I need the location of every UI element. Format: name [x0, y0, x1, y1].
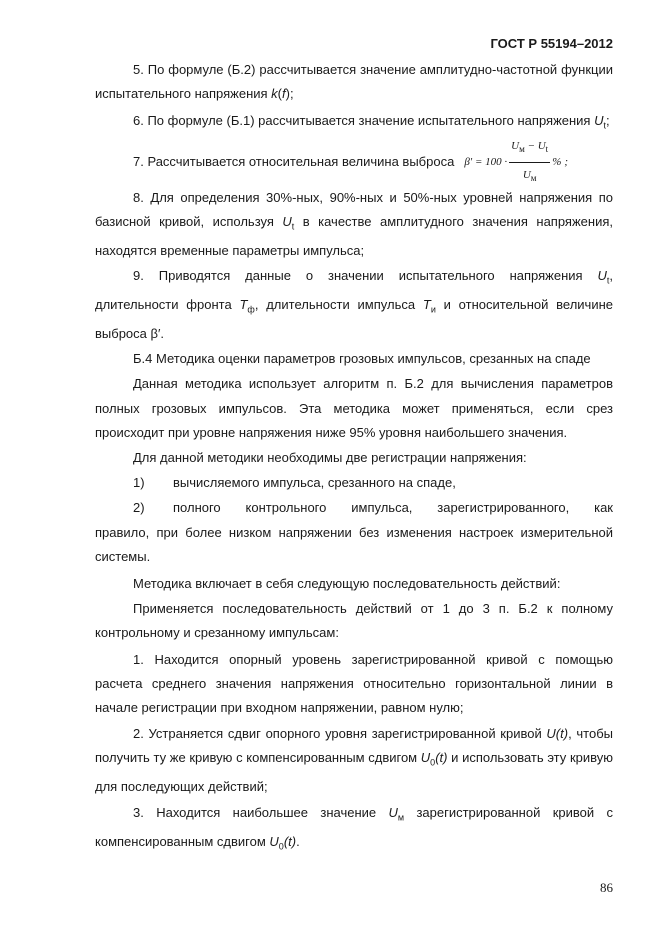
document-header: ГОСТ Р 55194–2012	[490, 36, 613, 51]
page-number: 86	[600, 880, 613, 895]
list-item-2: 2) полного контрольного импульса, зарегистрированного, как	[133, 500, 613, 516]
section-b4-heading: Б.4 Методика оценки параметров грозовых импульсов, срезанных на спаде	[133, 351, 591, 367]
paragraph-8: 8. Для определения 30%-ных, 90%-ных и 50%-ных уровней напряжения по базисной кривой, используя $U_t$ в качестве амплитудного значения напряжения, находятся временные параметры импульса;	[95, 190, 613, 259]
method-paragraph-1: Данная методика использует алгоритм п. Б.2 для вычисления параметров полных грозовых импульсов. Эта методика может применяться, если срез происходит при уровне напряжения ниже 95% уровня наибольшего значения.	[95, 376, 613, 440]
step-2: 2. Устраняется сдвиг опорного уровня зарегистрированной кривой U(t), чтобы получить ту же кривую с компенсированным сдвигом $U_0(t)$ и использовать эту кривую для последующих действий;	[95, 726, 613, 795]
method-paragraph-4: Применяется последовательность действий от 1 до 3 п. Б.2 к полному контрольному и срезанному импульсам:	[95, 601, 613, 641]
method-paragraph-2: Для данной методики необходимы две регистрации напряжения:	[133, 450, 527, 466]
step-1: 1. Находится опорный уровень зарегистрированной кривой с помощью расчета среднего значения напряжения относительно горизонтальной линии в начале регистрации при входном напряжении, равном нулю;	[95, 651, 613, 716]
step-3: 3. Находится наибольшее значение $U_м$ зарегистрированной кривой с компенсированным сдвигом $U_0(t)$.	[95, 805, 614, 852]
paragraph-6: 6. По формуле (Б.1) рассчитывается значение испытательного напряжения $U_t$;	[133, 113, 610, 131]
paragraph-7: 7. Рассчитывается относительная величина выброса β′ = 100 · $\frac{U_м - U_t}{U_м}$ % ;	[95, 141, 613, 183]
method-paragraph-3: Методика включает в себя следующую последовательность действий:	[133, 576, 561, 592]
list-item-1: 1) вычисляемого импульса, срезанного на спаде,	[133, 475, 456, 491]
paragraph-5: 5. По формуле (Б.2) рассчитывается значение амплитудно-частотной функции испытательного напряжения k(f);	[95, 62, 613, 102]
formula-fraction: $\frac{U_м - U_t}{U_м}$	[509, 134, 550, 190]
list-item-2-continuation: правило, при более низком напряжении без изменения настроек измерительной системы.	[95, 524, 613, 564]
paragraph-9: 9. Приводятся данные о значении испытательного напряжения $U_t$, длительности фронта $T_ф$, длительности импульса $T_и$ и относительной величине выброса β′.	[95, 268, 614, 341]
overshoot-formula: β′ = 100 · $\frac{U_м - U_t}{U_м}$ % ;	[464, 134, 568, 190]
document-body	[95, 58, 613, 859]
